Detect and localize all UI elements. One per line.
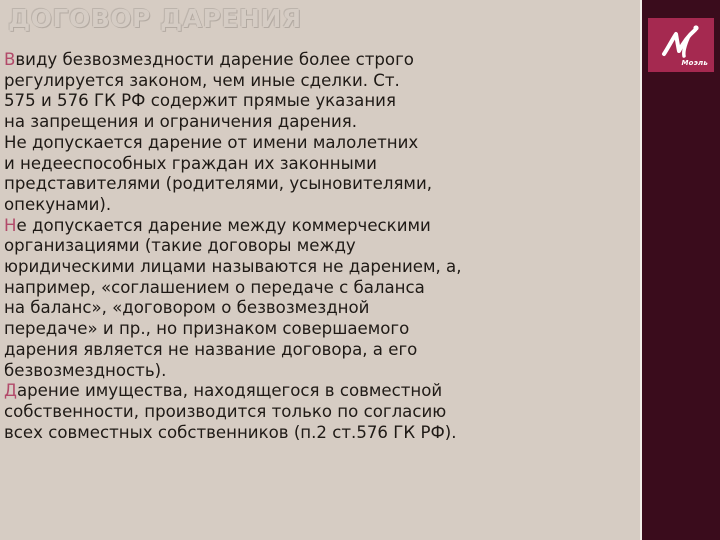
paragraph-2-line: например, «соглашением о передаче с баланса: [4, 277, 425, 297]
logo: [648, 18, 714, 72]
paragraph-1-line: регулируется законом, чем иные сделки. Ст.: [4, 70, 400, 90]
paragraph-1-line: на запрещения и ограничения дарения.: [4, 112, 358, 132]
paragraph-2-initial: Н: [4, 215, 17, 235]
paragraph-3-line: собственности, производится только по согласию: [4, 401, 447, 421]
paragraph-1-line: и недееспособных граждан их законными: [4, 153, 377, 173]
paragraph-1-line: опекунами).: [4, 194, 112, 214]
slide-title: ДОГОВОР ДАРЕНИЯ: [8, 4, 302, 33]
paragraph-3-line: всех совместных собственников (п.2 ст.576 ГК РФ).: [4, 422, 457, 442]
paragraph-2: [4, 216, 616, 382]
paragraph-3-first-line: [4, 381, 616, 402]
paragraph-2-line: юридическими лицами называются не дарением, а,: [4, 257, 462, 277]
paragraph-3-initial: Д: [4, 381, 17, 401]
paragraph-1-initial: В: [4, 50, 16, 69]
slide-body: [4, 50, 616, 443]
paragraph-2-first-line: [4, 216, 616, 237]
paragraph-3-first-text: арение имущества, находящегося в совместной: [16, 381, 443, 401]
paragraph-1-line: Не допускается дарение от имени малолетних: [4, 132, 419, 152]
paragraph-2-line: дарения является не название договора, а его: [4, 339, 418, 359]
paragraph-1: [4, 50, 616, 216]
paragraph-1-first-line: [4, 50, 616, 71]
paragraph-2-line: на баланс», «договором о безвозмездной: [4, 298, 370, 318]
paragraph-1-line: 575 и 576 ГК РФ содержит прямые указания: [4, 91, 396, 111]
sidebar-panel: [642, 0, 720, 540]
paragraph-2-line: организациями (такие договоры между: [4, 236, 356, 256]
logo-text: Моэль: [681, 59, 708, 67]
paragraph-1-first-text: видy безвозмездности дарение более строго: [15, 50, 414, 69]
paragraph-3: [4, 381, 616, 443]
paragraph-2-line: передаче» и пр., но признаком совершаемого: [4, 319, 410, 339]
paragraph-1-line: представителями (родителями, усыновителями,: [4, 174, 433, 194]
paragraph-2-line: безвозмездность).: [4, 360, 167, 380]
paragraph-2-first-text: е допускается дарение между коммерческими: [16, 215, 431, 235]
